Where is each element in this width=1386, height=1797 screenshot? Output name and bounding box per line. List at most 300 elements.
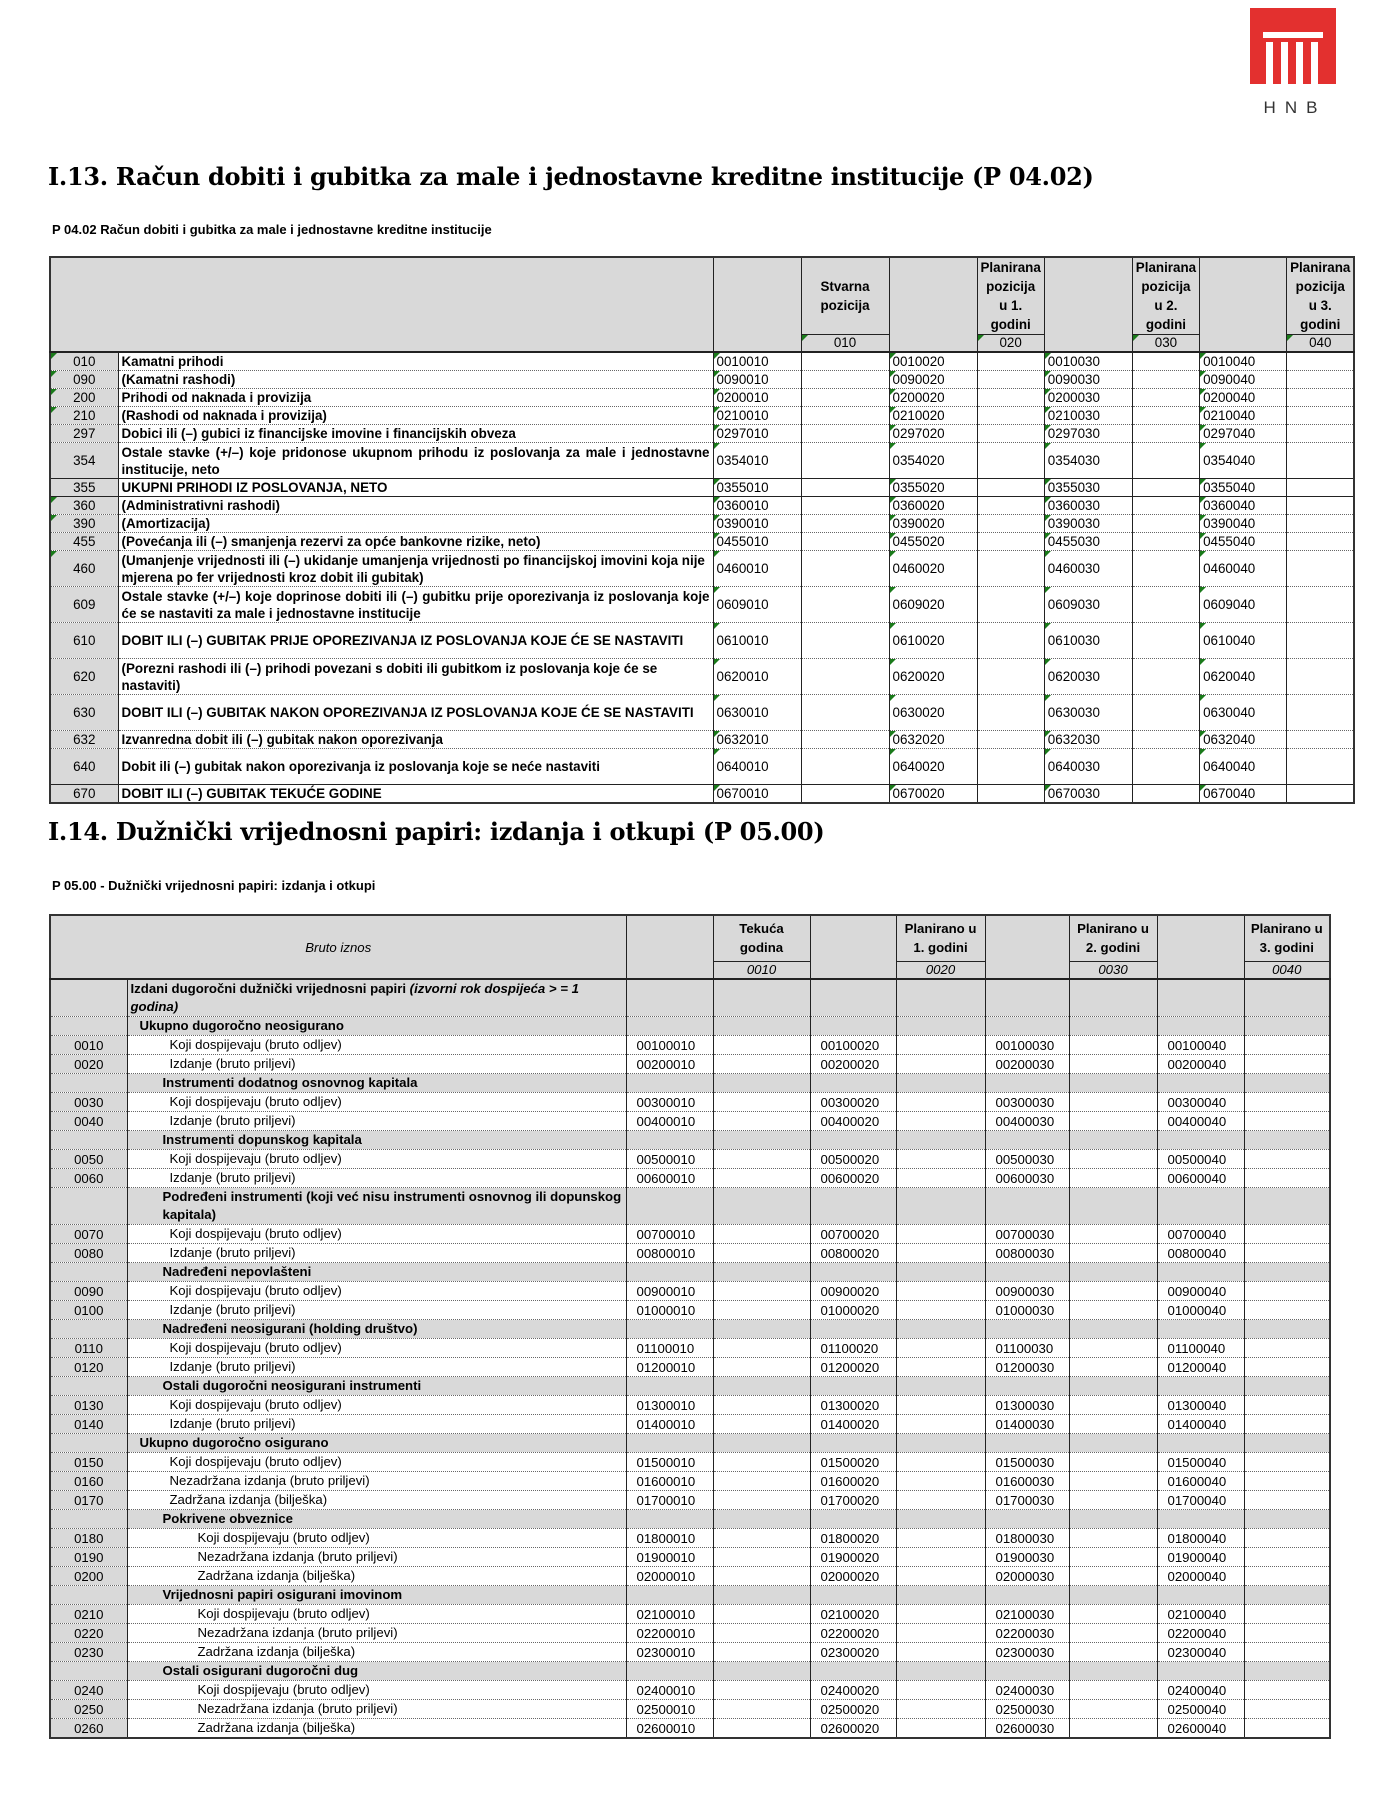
cell-id: 01900040 [1157,1548,1244,1567]
empty-cell [1244,1074,1330,1093]
value-input[interactable] [977,623,1044,659]
column-code: 020 [977,335,1044,353]
value-input[interactable] [1244,1491,1330,1510]
value-input[interactable] [896,1055,985,1074]
cell-id: 00600020 [810,1169,896,1188]
value-input[interactable] [1069,1453,1157,1472]
row-label: Nezadržana izdanja (bruto priljevi) [127,1472,626,1491]
value-input[interactable] [1244,1169,1330,1188]
empty-cell [1157,1131,1244,1150]
value-input[interactable] [1244,1529,1330,1548]
value-input[interactable] [1244,1567,1330,1586]
cell-id: 00800020 [810,1244,896,1263]
value-input[interactable] [1132,389,1199,407]
value-input[interactable] [1244,1244,1330,1263]
row-label: Koji dospijevaju (bruto odljev) [127,1036,626,1055]
value-input[interactable] [1244,1093,1330,1112]
column-header-030: Planirana pozicija u 2. godini [1132,257,1199,335]
value-input[interactable] [1132,749,1199,785]
value-input[interactable] [713,1453,810,1472]
value-input[interactable] [977,407,1044,425]
row-code: 460 [50,551,118,587]
value-input[interactable] [801,443,889,479]
empty-cell [626,1434,713,1453]
value-input[interactable] [896,1244,985,1263]
value-input[interactable] [1244,1358,1330,1377]
row-code: 0110 [50,1339,127,1358]
value-input[interactable] [713,1358,810,1377]
cell-id: 0620020 [889,659,977,695]
value-input[interactable] [1132,587,1199,623]
empty-cell [626,1586,713,1605]
cell-id: 0210020 [889,407,977,425]
value-input[interactable] [713,1036,810,1055]
value-input[interactable] [1069,1643,1157,1662]
value-input[interactable] [896,1681,985,1700]
value-input[interactable] [1069,1055,1157,1074]
cell-id: 0297030 [1044,425,1132,443]
value-input[interactable] [977,443,1044,479]
value-input[interactable] [1244,1339,1330,1358]
value-input[interactable] [1069,1719,1157,1739]
cell-id: 02100020 [810,1605,896,1624]
value-input[interactable] [713,1681,810,1700]
empty-cell [1244,1586,1330,1605]
value-input[interactable] [801,551,889,587]
value-input[interactable] [801,497,889,515]
value-input[interactable] [1287,659,1355,695]
cell-id: 00700010 [626,1225,713,1244]
cell-id: 0632040 [1200,731,1287,749]
empty-cell [1244,1320,1330,1339]
value-input[interactable] [1069,1150,1157,1169]
cell-id: 02000030 [985,1567,1069,1586]
cell-id: 01800020 [810,1529,896,1548]
header-spacer [810,915,896,979]
table-row [50,1358,1330,1377]
value-input[interactable] [801,352,889,371]
value-input[interactable] [713,1567,810,1586]
empty-cell [896,1377,985,1396]
value-input[interactable] [713,1624,810,1643]
value-input[interactable] [801,695,889,731]
value-input[interactable] [1244,1396,1330,1415]
cell-id: 00700040 [1157,1225,1244,1244]
value-input[interactable] [977,731,1044,749]
value-input[interactable] [1069,1093,1157,1112]
value-input[interactable] [1069,1567,1157,1586]
cell-id: 0354030 [1044,443,1132,479]
row-label: Koji dospijevaju (bruto odljev) [127,1453,626,1472]
value-input[interactable] [713,1282,810,1301]
value-input[interactable] [1244,1643,1330,1662]
row-label: (Porezni rashodi ili (–) prihodi povezani s dobiti ili gubitkom iz poslovanja koje će se nastaviti) [118,659,713,695]
value-input[interactable] [713,1529,810,1548]
value-input[interactable] [1244,1112,1330,1131]
value-input[interactable] [1287,371,1355,389]
cell-id: 0360030 [1044,497,1132,515]
value-input[interactable] [1069,1700,1157,1719]
value-input[interactable] [1132,551,1199,587]
value-input[interactable] [1132,443,1199,479]
value-input[interactable] [801,659,889,695]
value-input[interactable] [1244,1472,1330,1491]
value-input[interactable] [713,1472,810,1491]
cell-id: 0354010 [713,443,801,479]
value-input[interactable] [1244,1624,1330,1643]
value-input[interactable] [713,1719,810,1739]
value-input[interactable] [1069,1358,1157,1377]
value-input[interactable] [1244,1225,1330,1244]
cell-id: 01200040 [1157,1358,1244,1377]
value-input[interactable] [1132,731,1199,749]
cell-id: 01700030 [985,1491,1069,1510]
table-row [50,1036,1330,1055]
value-input[interactable] [713,1339,810,1358]
title-text: Izdani dugoročni dužnički vrijednosni papiri [130,981,410,996]
value-input[interactable] [896,1036,985,1055]
value-input[interactable] [713,1150,810,1169]
value-input[interactable] [1287,785,1355,804]
value-input[interactable] [1287,587,1355,623]
cell-id: 0632010 [713,731,801,749]
row-code: 0160 [50,1472,127,1491]
value-input[interactable] [1244,1719,1330,1739]
value-input[interactable] [801,479,889,497]
empty-cell [810,1188,896,1225]
value-input[interactable] [713,1491,810,1510]
cell-id: 02400030 [985,1681,1069,1700]
value-input[interactable] [1069,1112,1157,1131]
value-input[interactable] [1244,1150,1330,1169]
value-input[interactable] [977,497,1044,515]
value-input[interactable] [896,1719,985,1739]
row-code: 0020 [50,1055,127,1074]
value-input[interactable] [1069,1624,1157,1643]
row-code: 0100 [50,1301,127,1320]
cell-id: 0200040 [1200,389,1287,407]
value-input[interactable] [1069,1415,1157,1434]
table-row [50,389,1354,407]
header-spacer [1157,915,1244,979]
value-input[interactable] [713,1396,810,1415]
value-input[interactable] [1287,533,1355,551]
value-input[interactable] [896,1605,985,1624]
table-row [50,497,1354,515]
row-label: (Umanjenje vrijednosti ili (–) ukidanje umanjenja vrijednosti po financijskoj imovini koja nije mjerena po fer vrijednosti kroz dobit ili gubitak) [118,551,713,587]
empty-cell [626,1263,713,1282]
value-input[interactable] [1244,1605,1330,1624]
value-input[interactable] [896,1093,985,1112]
group-label: Vrijednosni papiri osigurani imovinom [127,1586,626,1605]
value-input[interactable] [713,1169,810,1188]
value-input[interactable] [1069,1036,1157,1055]
value-input[interactable] [896,1700,985,1719]
row-label: Zadržana izdanja (bilješka) [127,1719,626,1739]
value-input[interactable] [977,749,1044,785]
value-input[interactable] [1132,659,1199,695]
group-label: Nadređeni neosigurani (holding društvo) [127,1320,626,1339]
cell-id: 0620010 [713,659,801,695]
cell-id: 0455020 [889,533,977,551]
row-code: 610 [50,623,118,659]
value-input[interactable] [1287,497,1355,515]
empty-cell [985,1510,1069,1529]
value-input[interactable] [1069,1282,1157,1301]
row-code [50,1586,127,1605]
row-code: 0260 [50,1719,127,1739]
value-input[interactable] [896,1169,985,1188]
table-row [50,1150,1330,1169]
table-row [50,1700,1330,1719]
value-input[interactable] [896,1472,985,1491]
value-input[interactable] [896,1491,985,1510]
value-input[interactable] [977,695,1044,731]
row-code: 0180 [50,1529,127,1548]
value-input[interactable] [801,785,889,804]
value-input[interactable] [1132,497,1199,515]
value-input[interactable] [1069,1339,1157,1358]
cell-id: 0670010 [713,785,801,804]
value-input[interactable] [1244,1055,1330,1074]
cell-id: 0390040 [1200,515,1287,533]
value-input[interactable] [896,1548,985,1567]
empty-cell [1244,1188,1330,1225]
value-input[interactable] [977,659,1044,695]
cell-id: 0354040 [1200,443,1287,479]
value-input[interactable] [713,1700,810,1719]
value-input[interactable] [1287,551,1355,587]
empty-cell [713,979,810,1017]
header-bruto-iznos: Bruto iznos [50,915,626,979]
cell-id: 0620040 [1200,659,1287,695]
section-title-p0500: I.14. Dužnički vrijednosni papiri: izdanja i otkupi (P 05.00) [48,817,825,846]
empty-cell [896,1131,985,1150]
row-code: 0250 [50,1700,127,1719]
value-input[interactable] [1287,425,1355,443]
row-code [50,979,127,1017]
value-input[interactable] [1287,731,1355,749]
value-input[interactable] [896,1567,985,1586]
value-input[interactable] [1069,1169,1157,1188]
row-label: Izdanje (bruto priljevi) [127,1169,626,1188]
empty-cell [985,1131,1069,1150]
value-input[interactable] [1069,1548,1157,1567]
logo-pediment [1263,32,1323,38]
value-input[interactable] [896,1358,985,1377]
value-input[interactable] [713,1548,810,1567]
value-input[interactable] [1287,515,1355,533]
table-row [50,371,1354,389]
empty-cell [1069,1188,1157,1225]
table-row [50,352,1354,371]
row-label: Izdanje (bruto priljevi) [127,1415,626,1434]
table-row [50,1567,1330,1586]
value-input[interactable] [1132,623,1199,659]
row-code: 0090 [50,1282,127,1301]
value-input[interactable] [801,731,889,749]
cell-id: 02300010 [626,1643,713,1662]
value-input[interactable] [801,389,889,407]
value-input[interactable] [1244,1700,1330,1719]
empty-cell [896,1586,985,1605]
value-input[interactable] [1069,1396,1157,1415]
value-input[interactable] [801,407,889,425]
value-input[interactable] [713,1244,810,1263]
logo-column [1266,42,1273,84]
value-input[interactable] [1132,425,1199,443]
cell-id: 01600020 [810,1472,896,1491]
value-input[interactable] [1244,1301,1330,1320]
value-input[interactable] [801,587,889,623]
value-input[interactable] [1069,1681,1157,1700]
value-input[interactable] [713,1415,810,1434]
value-input[interactable] [1244,1282,1330,1301]
value-input[interactable] [713,1605,810,1624]
value-input[interactable] [1244,1415,1330,1434]
table-row [50,1453,1330,1472]
value-input[interactable] [896,1643,985,1662]
value-input[interactable] [1287,389,1355,407]
value-input[interactable] [977,389,1044,407]
table-row [50,1055,1330,1074]
value-input[interactable] [1132,407,1199,425]
value-input[interactable] [1132,479,1199,497]
group-row [50,1131,1330,1150]
empty-cell [1069,1131,1157,1150]
row-label: Dobit ili (–) gubitak nakon oporezivanja iz poslovanja koje se neće nastaviti [118,749,713,785]
value-input[interactable] [1287,352,1355,371]
value-input[interactable] [1132,352,1199,371]
value-input[interactable] [1069,1301,1157,1320]
value-input[interactable] [896,1396,985,1415]
value-input[interactable] [713,1225,810,1244]
row-label: Izdanje (bruto priljevi) [127,1358,626,1377]
value-input[interactable] [1287,749,1355,785]
cell-id: 0455030 [1044,533,1132,551]
value-input[interactable] [1132,515,1199,533]
value-input[interactable] [896,1282,985,1301]
value-input[interactable] [1287,443,1355,479]
value-input[interactable] [1244,1036,1330,1055]
cell-id: 0010030 [1044,352,1132,371]
value-input[interactable] [713,1112,810,1131]
row-label: Nezadržana izdanja (bruto priljevi) [127,1700,626,1719]
value-input[interactable] [1132,533,1199,551]
cell-id: 0010010 [713,352,801,371]
value-input[interactable] [713,1093,810,1112]
value-input[interactable] [977,479,1044,497]
value-input[interactable] [1069,1244,1157,1263]
group-label: Instrumenti dopunskog kapitala [127,1131,626,1150]
cell-id: 0360010 [713,497,801,515]
row-code: 670 [50,785,118,804]
value-input[interactable] [713,1301,810,1320]
cell-id: 0630020 [889,695,977,731]
cell-id: 0610040 [1200,623,1287,659]
value-input[interactable] [801,749,889,785]
row-code [50,1263,127,1282]
value-input[interactable] [713,1055,810,1074]
empty-cell [1157,1074,1244,1093]
value-input[interactable] [977,533,1044,551]
value-input[interactable] [896,1112,985,1131]
empty-cell [985,1377,1069,1396]
empty-cell [985,1434,1069,1453]
cell-id: 00800040 [1157,1244,1244,1263]
value-input[interactable] [1244,1681,1330,1700]
value-input[interactable] [977,352,1044,371]
value-input[interactable] [1069,1605,1157,1624]
value-input[interactable] [896,1415,985,1434]
logo-column [1296,42,1303,84]
cell-id: 01300030 [985,1396,1069,1415]
value-input[interactable] [1244,1548,1330,1567]
cell-id: 01700010 [626,1491,713,1510]
value-input[interactable] [896,1150,985,1169]
value-input[interactable] [1132,695,1199,731]
empty-cell [626,1320,713,1339]
value-input[interactable] [801,623,889,659]
value-input[interactable] [713,1643,810,1662]
value-input[interactable] [977,587,1044,623]
row-label: DOBIT ILI (–) GUBITAK PRIJE OPOREZIVANJA IZ POSLOVANJA KOJE ĆE SE NASTAVITI [118,623,713,659]
value-input[interactable] [977,515,1044,533]
cell-id: 0090020 [889,371,977,389]
cell-id: 0610030 [1044,623,1132,659]
value-input[interactable] [977,371,1044,389]
value-input[interactable] [896,1225,985,1244]
value-input[interactable] [1287,695,1355,731]
value-input[interactable] [896,1624,985,1643]
value-input[interactable] [896,1529,985,1548]
value-input[interactable] [1244,1453,1330,1472]
value-input[interactable] [801,371,889,389]
empty-cell [713,1510,810,1529]
cell-id: 0455010 [713,533,801,551]
value-input[interactable] [1069,1472,1157,1491]
empty-cell [985,1586,1069,1605]
value-input[interactable] [1069,1491,1157,1510]
row-label: Zadržana izdanja (bilješka) [127,1643,626,1662]
value-input[interactable] [801,515,889,533]
value-input[interactable] [1132,785,1199,804]
value-input[interactable] [896,1301,985,1320]
value-input[interactable] [1287,479,1355,497]
table-row [50,515,1354,533]
value-input[interactable] [1069,1529,1157,1548]
value-input[interactable] [977,425,1044,443]
value-input[interactable] [896,1453,985,1472]
table-row [50,587,1354,623]
value-input[interactable] [801,533,889,551]
value-input[interactable] [1287,623,1355,659]
cell-id: 0297040 [1200,425,1287,443]
empty-cell [810,1263,896,1282]
value-input[interactable] [1132,371,1199,389]
cell-id: 02200040 [1157,1624,1244,1643]
value-input[interactable] [977,785,1044,804]
empty-cell [626,1017,713,1036]
row-code: 0230 [50,1643,127,1662]
value-input[interactable] [1069,1225,1157,1244]
value-input[interactable] [1287,407,1355,425]
value-input[interactable] [801,425,889,443]
value-input[interactable] [896,1339,985,1358]
cell-id: 01700040 [1157,1491,1244,1510]
value-input[interactable] [977,551,1044,587]
cell-id: 01500040 [1157,1453,1244,1472]
